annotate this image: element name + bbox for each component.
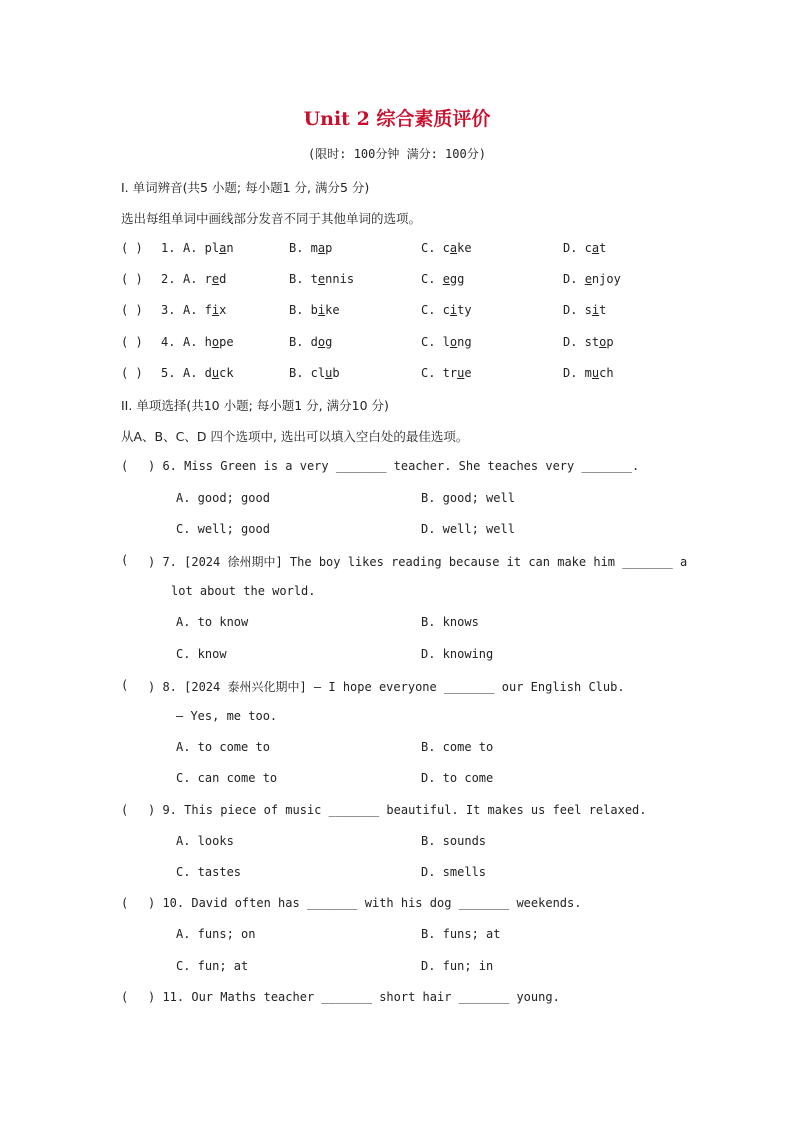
underlined-letter: a: [591, 241, 600, 255]
answer-bracket: ( ): [121, 303, 143, 317]
page-title: Unit 2 综合素质评价: [303, 108, 491, 130]
question-8-continuation: — Yes, me too.: [176, 709, 278, 723]
underlined-letter: u: [211, 366, 220, 380]
phonics-option-b: B. club: [289, 366, 340, 380]
question-9-option-c: C. tastes: [176, 865, 242, 879]
answer-bracket: ( ): [121, 335, 143, 349]
underlined-letter: u: [591, 366, 600, 380]
question-9-option-a: A. looks: [176, 834, 234, 848]
phonics-option-d: D. stop: [563, 335, 614, 349]
phonics-option-a: A. fix: [183, 303, 227, 317]
question-7-stem: ) 7. [2024 徐州期中] The boy likes reading because it can make him _______ a: [148, 555, 688, 569]
underlined-letter: i: [211, 303, 220, 317]
phonics-option-b: B. bike: [289, 303, 340, 317]
answer-bracket: (: [121, 990, 129, 1004]
item-number: 5.: [161, 366, 176, 380]
question-10-option-d: D. fun; in: [421, 959, 494, 973]
phonics-option-a: A. plan: [183, 241, 234, 255]
answer-bracket: (: [121, 459, 129, 473]
phonics-option-c: C. city: [421, 303, 472, 317]
question-8-option-c: C. can come to: [176, 771, 278, 785]
phonics-option-c: C. egg: [421, 272, 465, 286]
answer-bracket: ( ): [121, 366, 143, 380]
question-8-option-b: B. come to: [421, 740, 494, 754]
underlined-letter: e: [211, 272, 220, 286]
phonics-option-b: B. dog: [289, 335, 333, 349]
question-7-option-a: A. to know: [176, 615, 249, 629]
phonics-option-a: A. duck: [183, 366, 234, 380]
question-6-option-b: B. good; well: [421, 491, 515, 505]
underlined-letter: i: [591, 303, 600, 317]
question-10-option-a: A. funs; on: [176, 927, 256, 941]
phonics-option-c: C. cake: [421, 241, 472, 255]
phonics-option-b: B. map: [289, 241, 333, 255]
question-8-option-d: D. to come: [421, 771, 494, 785]
question-7-continuation: lot about the world.: [171, 584, 316, 598]
answer-bracket: (: [121, 803, 129, 817]
time-limit-subtitle: (限时: 100分钟 满分: 100分): [308, 147, 486, 161]
section-1-heading: I. 单词辨音(共5 小题; 每小题1 分, 满分5 分): [121, 180, 370, 195]
question-10-option-c: C. fun; at: [176, 959, 249, 973]
item-number: 2.: [161, 272, 176, 286]
underlined-letter: i: [317, 303, 326, 317]
question-10-option-b: B. funs; at: [421, 927, 501, 941]
phonics-option-d: D. enjoy: [563, 272, 621, 286]
answer-bracket: ( ): [121, 272, 143, 286]
answer-bracket: ( ): [121, 241, 143, 255]
question-8-stem: ) 8. [2024 泰州兴化期中] — I hope everyone _______ our English Club.: [148, 680, 625, 694]
question-9-option-b: B. sounds: [421, 834, 487, 848]
underlined-letter: o: [317, 335, 326, 349]
item-number: 1.: [161, 241, 176, 255]
phonics-option-d: D. much: [563, 366, 614, 380]
question-10-stem: ) 10. David often has _______ with his dog _______ weekends.: [148, 896, 582, 910]
phonics-option-a: A. red: [183, 272, 227, 286]
phonics-option-c: C. long: [421, 335, 472, 349]
underlined-letter: e: [317, 272, 326, 286]
underlined-letter: a: [449, 241, 458, 255]
underlined-letter: e: [584, 272, 592, 286]
underlined-letter: e: [442, 272, 450, 286]
section-1-instruction: 选出每组单词中画线部分发音不同于其他单词的选项。: [121, 211, 422, 226]
underlined-letter: o: [449, 335, 458, 349]
section-2-heading: II. 单项选择(共10 小题; 每小题1 分, 满分10 分): [121, 398, 389, 413]
underlined-letter: o: [211, 335, 220, 349]
question-6-option-d: D. well; well: [421, 522, 515, 536]
item-number: 3.: [161, 303, 176, 317]
phonics-option-c: C. true: [421, 366, 472, 380]
phonics-option-b: B. tennis: [289, 272, 355, 286]
underlined-letter: u: [457, 366, 465, 380]
underlined-letter: a: [219, 241, 227, 255]
answer-bracket: (: [121, 553, 129, 567]
section-2-instruction: 从A、B、C、D 四个选项中, 选出可以填入空白处的最佳选项。: [121, 429, 469, 444]
question-11-stem: ) 11. Our Maths teacher _______ short hair _______ young.: [148, 990, 560, 1004]
question-8-option-a: A. to come to: [176, 740, 270, 754]
question-7-option-b: B. knows: [421, 615, 479, 629]
question-9-option-d: D. smells: [421, 865, 487, 879]
underlined-letter: u: [325, 366, 333, 380]
item-number: 4.: [161, 335, 176, 349]
underlined-letter: a: [317, 241, 326, 255]
question-9-stem: ) 9. This piece of music _______ beautiful. It makes us feel relaxed.: [148, 803, 647, 817]
answer-bracket: (: [121, 896, 129, 910]
phonics-option-d: D. sit: [563, 303, 607, 317]
question-6-option-c: C. well; good: [176, 522, 270, 536]
underlined-letter: o: [599, 335, 607, 349]
phonics-option-d: D. cat: [563, 241, 607, 255]
question-6-stem: ) 6. Miss Green is a very _______ teacher. She teaches very _______.: [148, 459, 640, 473]
underlined-letter: i: [449, 303, 458, 317]
answer-bracket: (: [121, 678, 129, 692]
question-7-option-c: C. know: [176, 647, 227, 661]
question-6-option-a: A. good; good: [176, 491, 270, 505]
phonics-option-a: A. hope: [183, 335, 234, 349]
question-7-option-d: D. knowing: [421, 647, 494, 661]
